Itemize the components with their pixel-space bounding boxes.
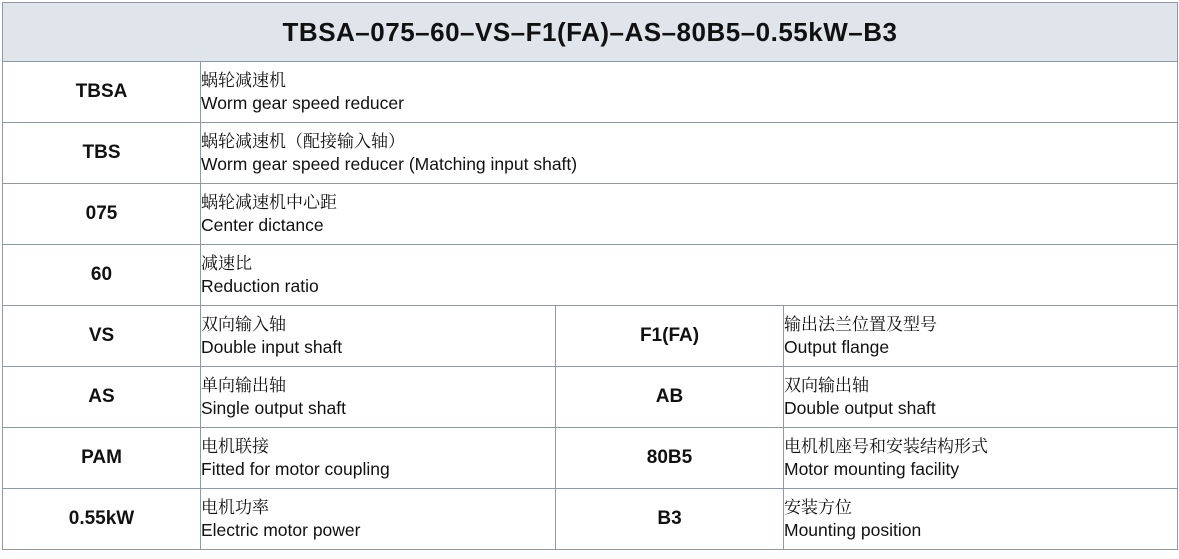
row-description-secondary-en: Motor mounting facility — [784, 458, 960, 479]
row-code: TBS — [3, 123, 201, 184]
row-code-secondary: AB — [556, 367, 784, 428]
row-description-cn: 双向输入轴 — [201, 314, 286, 334]
row-description-secondary-cn: 双向输出轴 — [784, 375, 869, 395]
row-description-secondary — [784, 367, 1178, 428]
row-description-cn: 减速比 — [201, 253, 252, 273]
row-description-en: Reduction ratio — [201, 275, 319, 296]
row-description-en: Center dictance — [201, 214, 324, 235]
row-code: PAM — [3, 428, 201, 489]
row-description-secondary-en: Output flange — [784, 336, 890, 357]
row-description-secondary — [784, 428, 1178, 489]
row-description — [201, 367, 556, 428]
table-row — [3, 245, 1178, 306]
row-code: 075 — [3, 184, 201, 245]
table-title-row — [3, 3, 1178, 62]
row-description — [201, 489, 556, 550]
row-code: VS — [3, 306, 201, 367]
row-description-en: Single output shaft — [201, 397, 346, 418]
row-code: 60 — [3, 245, 201, 306]
row-description-cn: 电机功率 — [201, 497, 269, 517]
row-description-secondary-cn: 输出法兰位置及型号 — [784, 314, 937, 334]
row-description-secondary-en: Mounting position — [784, 519, 922, 540]
table-row — [3, 489, 1178, 550]
row-description-en: Double input shaft — [201, 336, 343, 357]
row-description-en: Worm gear speed reducer (Matching input shaft) — [201, 153, 578, 174]
row-code-secondary: F1(FA) — [556, 306, 784, 367]
row-description-cn: 蜗轮减速机中心距 — [201, 192, 337, 212]
row-description-secondary-cn: 电机机座号和安装结构形式 — [784, 436, 988, 456]
row-description-en: Electric motor power — [201, 519, 361, 540]
row-code: 0.55kW — [3, 489, 201, 550]
row-description — [201, 306, 556, 367]
row-description-secondary-en: Double output shaft — [784, 397, 936, 418]
page-title: TBSA–075–60–VS–F1(FA)–AS–80B5–0.55kW–B3 — [3, 3, 1178, 62]
row-description — [201, 245, 1178, 306]
row-description-cn: 单向输出轴 — [201, 375, 286, 395]
table-row — [3, 123, 1178, 184]
table-row — [3, 428, 1178, 489]
row-description-secondary — [784, 489, 1178, 550]
table-row — [3, 62, 1178, 123]
row-code: AS — [3, 367, 201, 428]
row-code-secondary: B3 — [556, 489, 784, 550]
row-description-cn: 蜗轮减速机 — [201, 70, 286, 90]
row-description — [201, 428, 556, 489]
row-description-secondary-cn: 安装方位 — [784, 497, 852, 517]
row-description — [201, 184, 1178, 245]
row-description — [201, 123, 1178, 184]
row-description-secondary — [784, 306, 1178, 367]
row-description-en: Fitted for motor coupling — [201, 458, 390, 479]
row-description — [201, 62, 1178, 123]
table-row — [3, 184, 1178, 245]
row-description-cn: 蜗轮减速机（配接输入轴） — [201, 131, 405, 151]
model-code-table — [2, 2, 1178, 550]
table-row — [3, 367, 1178, 428]
row-code: TBSA — [3, 62, 201, 123]
row-description-cn: 电机联接 — [201, 436, 269, 456]
row-description-en: Worm gear speed reducer — [201, 92, 404, 113]
row-code-secondary: 80B5 — [556, 428, 784, 489]
table-row — [3, 306, 1178, 367]
